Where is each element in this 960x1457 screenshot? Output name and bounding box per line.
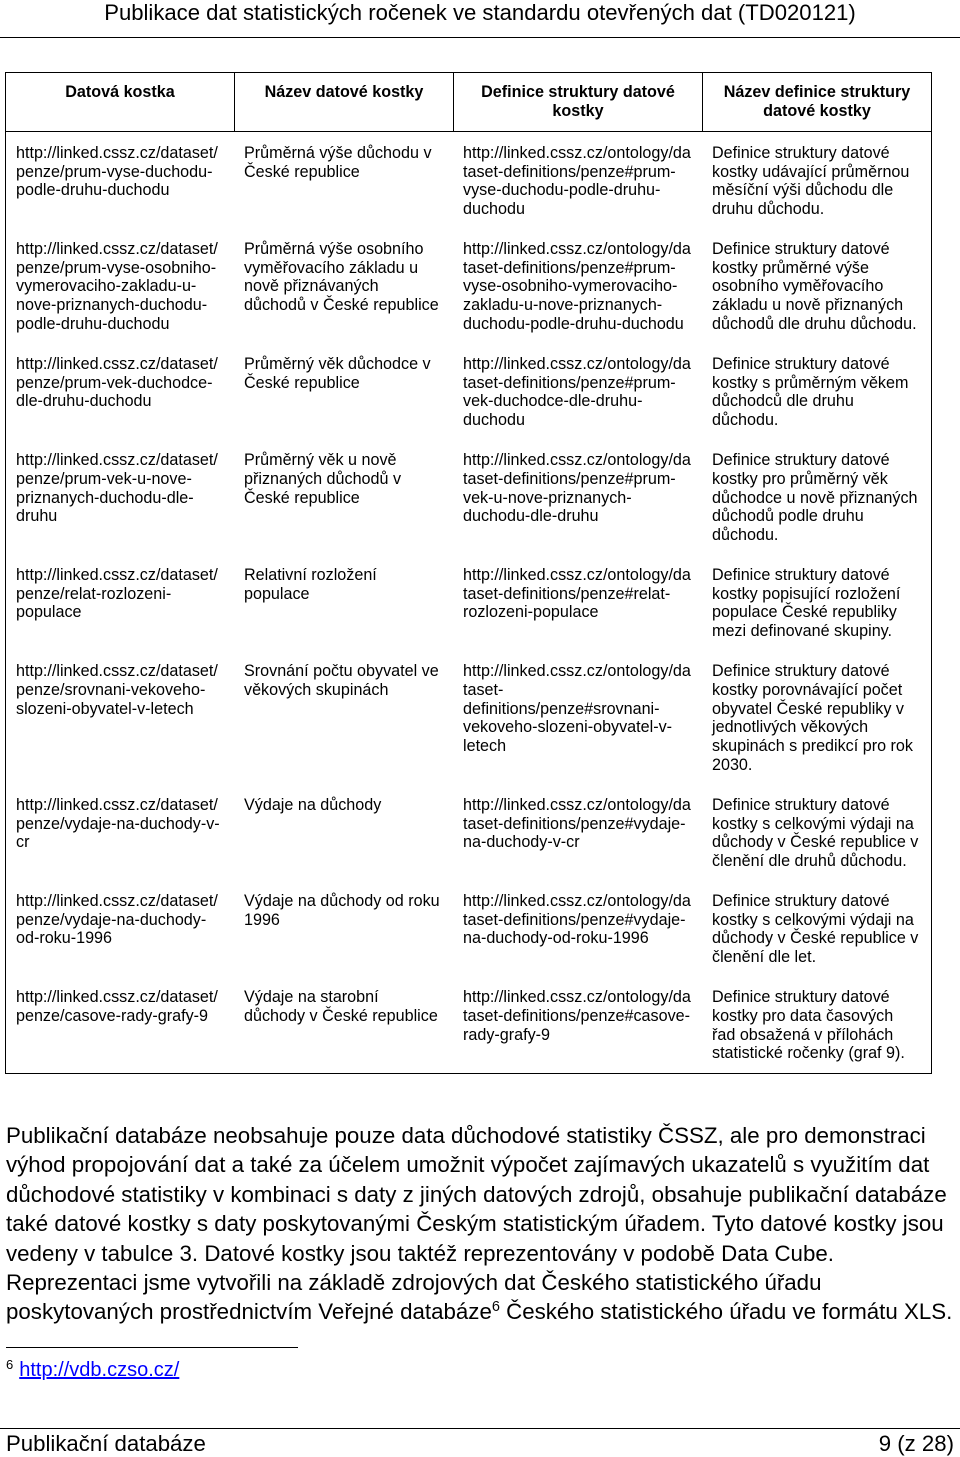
- cell-text-line: kostky popisující rozložení: [712, 584, 901, 603]
- cell-text-line: důchodce u nově přiznaných: [712, 488, 918, 507]
- cell-text-line: Výdaje na důchody od roku: [244, 892, 440, 911]
- dataset-uri-cell: [6, 880, 235, 976]
- structure-definition-name-cell: [703, 229, 932, 344]
- dataset-uri-cell: [6, 784, 235, 880]
- dataset-uri-cell: [6, 229, 235, 344]
- structure-definition-uri-cell: [454, 440, 703, 555]
- cell-text-line: kostky pro průměrný věk: [712, 469, 888, 488]
- cell-text-line: od-roku-1996: [16, 929, 113, 948]
- cell-text-line: Výdaje na důchody: [244, 795, 382, 814]
- cell-text-line: taset-definitions/penze#prum-: [463, 258, 676, 277]
- cell-text-line: http://linked.cssz.cz/ontology/da: [463, 566, 691, 585]
- cell-text-line: Definice struktury datové: [712, 143, 890, 162]
- cell-text-line: kostky s celkovými výdaji na: [712, 814, 914, 833]
- cell-text-line: České republice: [244, 488, 360, 507]
- cell-text-line: podle-druhu-duchodu: [16, 181, 170, 200]
- paragraph-line: důchodové statistiky v kombinaci s daty z jiných datových zdrojů, obsahuje publikační databáze: [6, 1181, 947, 1207]
- table-row: [6, 651, 932, 785]
- cell-text-line: na-duchody-od-roku-1996: [463, 929, 649, 948]
- paragraph-line: vedeny v tabulce 3. Datové kostky jsou taktéž reprezentovány v podobě Data Cube.: [6, 1240, 834, 1266]
- footnote-reference: 6: [491, 1299, 500, 1316]
- cell-text-line: http://linked.cssz.cz/ontology/da: [463, 451, 691, 470]
- cell-text-line: základu u nově přiznaných: [712, 296, 904, 315]
- column-header-text: Název definice struktury: [723, 83, 911, 101]
- cell-text-line: Definice struktury datové: [712, 892, 890, 911]
- cell-text-line: penze/vydaje-na-duchody-: [16, 910, 207, 929]
- footnote-separator: [6, 1347, 298, 1348]
- dataset-name-cell: [235, 132, 454, 229]
- paragraph-text: poskytovaných prostřednictvím Veřejné databáze: [6, 1299, 492, 1325]
- dataset-name-cell: [235, 977, 454, 1074]
- cell-text-line: Průměrný věk u nově: [244, 451, 397, 470]
- structure-definition-uri-cell: [454, 229, 703, 344]
- cell-text-line: penze/srovnani-vekoveho-: [16, 680, 206, 699]
- cell-text-line: rady-grafy-9: [463, 1025, 551, 1044]
- column-header-text: Název datové kostky: [264, 83, 424, 101]
- cell-text-line: duchodu: [463, 410, 525, 429]
- cell-text-line: druhu důchodu.: [712, 199, 825, 218]
- cell-text-line: http://linked.cssz.cz/dataset/: [16, 988, 218, 1007]
- cell-text-line: vekoveho-slozeni-obyvatel-v-: [463, 718, 673, 737]
- cell-text-line: důchodu.: [712, 410, 779, 429]
- dataset-name-cell: [235, 555, 454, 651]
- structure-definition-name-cell: [703, 977, 932, 1074]
- table-row: [6, 229, 932, 344]
- cell-text-line: Definice struktury datové: [712, 662, 890, 681]
- cell-text-line: http://linked.cssz.cz/ontology/da: [463, 795, 691, 814]
- table-header-row: [6, 73, 932, 132]
- footer-page-number: 9 (z 28): [878, 1431, 954, 1456]
- table-header: [6, 73, 932, 132]
- cell-text-line: Výdaje na starobní: [244, 988, 379, 1007]
- cell-text-line: důchody v České republice v: [712, 929, 919, 948]
- column-header-text: Datová kostka: [65, 83, 175, 101]
- body-paragraph: [6, 1121, 952, 1327]
- column-header-text: datové kostky: [763, 101, 871, 120]
- cell-text-line: definitions/penze#srovnani-: [463, 699, 660, 718]
- cell-text-line: kostky udávající průměrnou: [712, 162, 910, 181]
- cell-text-line: důchody v České republice v: [712, 833, 919, 852]
- cell-text-line: skupinách s predikcí pro rok: [712, 736, 913, 755]
- dataset-uri-cell: [6, 132, 235, 229]
- structure-definition-uri-cell: [454, 784, 703, 880]
- page-header-title: Publikace dat statistických ročenek ve standardu otevřených dat (TD020121): [104, 0, 856, 25]
- cell-text-line: kostky pro data časových: [712, 1006, 894, 1025]
- cell-text-line: kostky průměrné výše: [712, 258, 869, 277]
- cell-text-line: penze/prum-vyse-duchodu-: [16, 162, 213, 181]
- cell-text-line: Definice struktury datové: [712, 566, 890, 585]
- structure-definition-uri-cell: [454, 555, 703, 651]
- cell-text-line: http://linked.cssz.cz/ontology/da: [463, 240, 691, 259]
- cell-text-line: http://linked.cssz.cz/dataset/: [16, 662, 218, 681]
- cell-text-line: http://linked.cssz.cz/ontology/da: [463, 892, 691, 911]
- cell-text-line: důchodů podle druhu: [712, 507, 864, 526]
- cell-text-line: důchodců dle druhu: [712, 392, 854, 411]
- cell-text-line: mezi definované skupiny.: [712, 622, 893, 641]
- cell-text-line: taset-definitions/penze#relat-: [463, 584, 671, 603]
- cell-text-line: druhu: [16, 507, 58, 526]
- cell-text-line: http://linked.cssz.cz/dataset/: [16, 451, 218, 470]
- cell-text-line: 1996: [244, 910, 280, 929]
- structure-definition-name-cell: [703, 651, 932, 785]
- structure-definition-name-cell: [703, 440, 932, 555]
- cell-text-line: penze/vydaje-na-duchody-v-: [16, 814, 220, 833]
- cell-text-line: Definice struktury datové: [712, 451, 890, 470]
- footer-document-name: Publikační databáze: [6, 1431, 206, 1456]
- paragraph-line: Publikační databáze neobsahuje pouze data důchodové statistiky ČSSZ, ale pro demonstraci: [6, 1123, 926, 1148]
- cell-text-line: jednotlivých věkových: [712, 718, 869, 737]
- cell-text-line: http://linked.cssz.cz/dataset/: [16, 143, 218, 162]
- structure-definition-name-cell: [703, 784, 932, 880]
- cell-text-line: http://linked.cssz.cz/dataset/: [16, 355, 218, 373]
- cell-text-line: kostky s průměrným věkem: [712, 373, 909, 392]
- cell-text-line: http://linked.cssz.cz/ontology/da: [463, 988, 691, 1007]
- footnote-number: 6: [6, 1357, 14, 1372]
- cell-text-line: podle-druhu-duchodu: [16, 314, 170, 333]
- cell-text-line: přiznaných důchodů v: [244, 469, 402, 488]
- cell-text-line: na-duchody-v-cr: [463, 833, 580, 852]
- cell-text-line: vyměřovacího základu u: [244, 258, 419, 277]
- cell-text-line: slozeni-obyvatel-v-letech: [16, 699, 194, 718]
- dataset-uri-cell: [6, 440, 235, 555]
- footer-divider: [0, 1428, 960, 1429]
- cell-text-line: Relativní rozložení: [244, 566, 377, 585]
- cell-text-line: členění dle let.: [712, 948, 817, 967]
- structure-definition-name-cell: [703, 555, 932, 651]
- cell-text-line: penze/relat-rozlozeni-: [16, 584, 172, 603]
- cell-text-line: kostky porovnávající počet: [712, 680, 903, 699]
- cell-text-line: taset-definitions/penze#prum-: [463, 373, 676, 392]
- table-row: [6, 440, 932, 555]
- column-header-structure-definition-name: [703, 73, 932, 132]
- table-row: [6, 132, 932, 229]
- cell-text-line: Průměrná výše osobního: [244, 240, 424, 259]
- cell-text-line: penze/prum-vek-u-nove-: [16, 469, 192, 488]
- cell-text-line: vek-u-nove-priznanych-: [463, 488, 632, 507]
- dataset-name-cell: [235, 440, 454, 555]
- table-row: [6, 343, 932, 439]
- cell-text-line: důchodu.: [712, 525, 779, 544]
- dataset-uri-cell: [6, 651, 235, 785]
- cell-text-line: vek-duchodce-dle-druhu-: [463, 392, 643, 411]
- cell-text-line: cr: [16, 833, 30, 852]
- paragraph-line: výhod propojování dat a také za účelem umožnit výpočet zajímavých ukazatelů s využitím dat: [6, 1152, 930, 1178]
- column-header-dataset-uri: [6, 73, 235, 132]
- structure-definition-name-cell: [703, 880, 932, 976]
- table-row: [6, 880, 932, 976]
- cell-text-line: Definice struktury datové: [712, 795, 890, 814]
- structure-definition-uri-cell: [454, 132, 703, 229]
- structure-definition-uri-cell: [454, 880, 703, 976]
- cell-text-line: nově přiznávaných: [244, 277, 379, 296]
- cell-text-line: důchodů dle druhu důchodu.: [712, 314, 917, 333]
- cell-text-line: Definice struktury datové: [712, 355, 890, 373]
- cell-text-line: vyse-osobniho-vymerovaciho-: [463, 277, 678, 296]
- cell-text-line: http://linked.cssz.cz/ontology/da: [463, 355, 691, 373]
- cell-text-line: taset-: [463, 680, 504, 699]
- cell-text-line: Průměrná výše důchodu v: [244, 143, 432, 162]
- dataset-uri-cell: [6, 555, 235, 651]
- table-row: [6, 977, 932, 1074]
- dataset-uri-cell: [6, 343, 235, 439]
- paragraph-line: [6, 1297, 952, 1326]
- table-row: [6, 784, 932, 880]
- column-header-dataset-name: [235, 73, 454, 132]
- structure-definition-name-cell: [703, 343, 932, 439]
- paragraph-text: Českého statistického úřadu ve formátu XLS.: [499, 1299, 953, 1325]
- cell-text-line: populace České republiky: [712, 603, 897, 622]
- cell-text-line: penze/casove-rady-grafy-9: [16, 1006, 208, 1025]
- table-body: [6, 132, 932, 1074]
- cell-text-line: priznanych-duchodu-dle-: [16, 488, 194, 507]
- footnote: [6, 1359, 179, 1382]
- cell-text-line: http://linked.cssz.cz/ontology/da: [463, 143, 691, 162]
- cell-text-line: duchodu: [463, 199, 525, 218]
- dataset-name-cell: [235, 651, 454, 785]
- cell-text-line: http://linked.cssz.cz/dataset/: [16, 892, 218, 911]
- footnote-link[interactable]: http://vdb.czso.cz/: [19, 1359, 180, 1381]
- structure-definition-uri-cell: [454, 977, 703, 1074]
- cell-text-line: letech: [463, 736, 507, 755]
- cell-text-line: České republice: [244, 373, 360, 392]
- cell-text-line: důchody v České republice: [244, 1006, 438, 1025]
- cell-text-line: duchodu-dle-druhu: [463, 507, 599, 526]
- paragraph-line: Reprezentaci jsme vytvořili na základě zdrojových dat Českého statistického úřadu: [6, 1270, 822, 1296]
- cell-text-line: měsíční výši důchodu dle: [712, 181, 894, 200]
- cell-text-line: kostky s celkovými výdaji na: [712, 910, 914, 929]
- dataset-name-cell: [235, 784, 454, 880]
- cell-text-line: populace: [244, 584, 310, 603]
- column-header-text: kostky: [552, 101, 604, 120]
- cell-text-line: penze/prum-vek-duchodce-: [16, 373, 213, 392]
- cell-text-line: http://linked.cssz.cz/dataset/: [16, 566, 218, 585]
- dataset-name-cell: [235, 880, 454, 976]
- table-row: [6, 555, 932, 651]
- paragraph-line: také datové kostky s daty poskytovanými Českým statistickým úřadem. Tyto datové kostky jsou: [6, 1211, 944, 1237]
- column-header-structure-definition-uri: [454, 73, 703, 132]
- cell-text-line: Definice struktury datové: [712, 988, 890, 1007]
- cell-text-line: taset-definitions/penze#vydaje-: [463, 910, 686, 929]
- header-divider: [0, 37, 960, 38]
- cell-text-line: duchodu-podle-druhu-duchodu: [463, 314, 684, 333]
- cell-text-line: statistické ročenky (graf 9).: [712, 1044, 905, 1063]
- structure-definition-name-cell: [703, 132, 932, 229]
- cell-text-line: věkových skupinách: [244, 680, 389, 699]
- cell-text-line: Průměrný věk důchodce v: [244, 355, 431, 373]
- cell-text-line: nove-priznanych-duchodu-: [16, 296, 208, 315]
- cell-text-line: taset-definitions/penze#casove-: [463, 1006, 691, 1025]
- cell-text-line: taset-definitions/penze#vydaje-: [463, 814, 686, 833]
- cell-text-line: penze/prum-vyse-osobniho-: [16, 258, 217, 277]
- cell-text-line: obyvatel České republiky v: [712, 699, 904, 718]
- cell-text-line: http://linked.cssz.cz/dataset/: [16, 240, 218, 259]
- cell-text-line: populace: [16, 603, 82, 622]
- cell-text-line: vyse-duchodu-podle-druhu-: [463, 181, 661, 200]
- cell-text-line: 2030.: [712, 755, 753, 774]
- cell-text-line: České republice: [244, 162, 360, 181]
- cell-text-line: řad obsažená v přílohách: [712, 1025, 894, 1044]
- cell-text-line: zakladu-u-nove-priznanych-: [463, 296, 663, 315]
- structure-definition-uri-cell: [454, 651, 703, 785]
- cell-text-line: dle-druhu-duchodu: [16, 392, 152, 411]
- dataset-uri-cell: [6, 977, 235, 1074]
- dataset-name-cell: [235, 343, 454, 439]
- structure-definition-uri-cell: [454, 343, 703, 439]
- cell-text-line: členění dle druhů důchodu.: [712, 851, 907, 870]
- cell-text-line: rozlozeni-populace: [463, 603, 599, 622]
- column-header-text: Definice struktury datové: [481, 83, 675, 101]
- cell-text-line: osobního vyměřovacího: [712, 277, 884, 296]
- cell-text-line: důchodů v České republice: [244, 296, 439, 315]
- cell-text-line: http://linked.cssz.cz/dataset/: [16, 795, 218, 814]
- cell-text-line: vymerovaciho-zakladu-u-: [16, 277, 197, 296]
- cell-text-line: taset-definitions/penze#prum-: [463, 469, 676, 488]
- cell-text-line: taset-definitions/penze#prum-: [463, 162, 676, 181]
- dataset-name-cell: [235, 229, 454, 344]
- cell-text-line: Srovnání počtu obyvatel ve: [244, 662, 439, 681]
- datasets-table: [5, 72, 932, 1074]
- cell-text-line: Definice struktury datové: [712, 240, 890, 259]
- cell-text-line: http://linked.cssz.cz/ontology/da: [463, 662, 691, 681]
